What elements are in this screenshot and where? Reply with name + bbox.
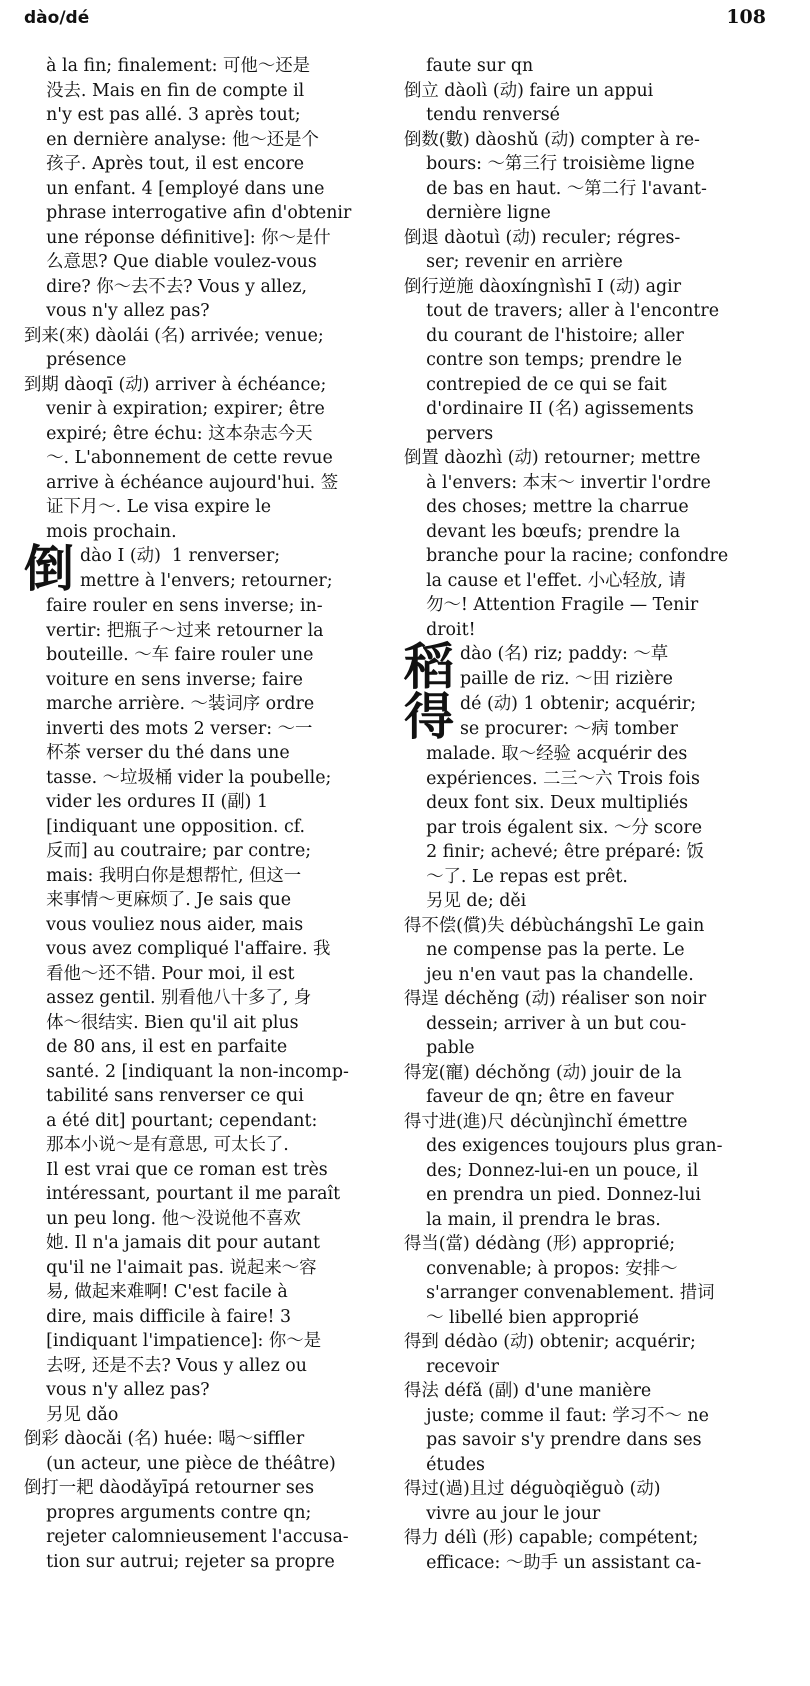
entry-line: 得法 défǎ (副) d'une manière (404, 1381, 652, 1401)
entry-line: des; Donnez-lui-en un pouce, il (404, 1160, 699, 1181)
entry-line: pable (404, 1038, 475, 1058)
entry-line: à la fin; finalement: 可他～还是 (24, 56, 310, 76)
entry-line: deux font six. Deux multipliés (404, 793, 689, 813)
entry-line: vous n'y allez pas? (24, 1380, 210, 1400)
entry-line: 易, 做起来难啊! C'est facile à (24, 1282, 288, 1302)
entry-line: venir à expiration; expirer; être (24, 399, 325, 419)
entry-line: paille de riz. ～田 rizière (460, 668, 673, 689)
entry-line: 倒退 dàotuì (动) reculer; régres- (404, 227, 681, 248)
headword-dao2-entry (404, 637, 744, 696)
entry-line: propres arguments contre qn; (24, 1502, 312, 1523)
entry-line: vous n'y allez pas? (24, 301, 210, 321)
entry-line: s'arranger convenablement. 措词 (404, 1283, 715, 1303)
headword-dao-entry (24, 539, 400, 598)
entry-line: intéressant, pourtant il me paraît (24, 1184, 341, 1204)
entry-line: qu'il ne l'aimait pas. 说起来～容 (24, 1257, 317, 1278)
entry-line: un enfant. 4 [employé dans une (24, 178, 325, 199)
entry-line: se procurer: ～病 tomber (460, 718, 678, 739)
entry-line: expériences. 二三～六 Trois fois (404, 768, 700, 789)
entry-line: la main, il prendra le bras. (404, 1209, 661, 1230)
entry-line: mais: 我明白你是想帮忙, 但这一 (24, 865, 302, 886)
entry-line: 2 finir; achevé; être préparé: 饭 (404, 842, 704, 862)
entry-line: ne compense pas la perte. Le (404, 940, 685, 960)
entry-line: faveur de qn; être en faveur (404, 1087, 674, 1107)
entry-line: faute sur qn (404, 56, 534, 76)
left-column (24, 54, 400, 1574)
entry-line: 去呀, 还是不去? Vous y allez ou (24, 1355, 307, 1376)
entry-line: vous avez compliqué l'affaire. 我 (24, 939, 331, 959)
entry-line: présence (24, 350, 127, 370)
entry-line: 倒行逆施 dàoxíngnìshī I (动) agir (404, 276, 682, 297)
entry-line: de bas en haut. ～第二行 l'avant- (404, 178, 707, 199)
entry-line: devant les bœufs; prendre la (404, 521, 681, 542)
running-head: dào/dé (24, 8, 90, 28)
entry-line: des choses; mettre la charrue (404, 497, 689, 517)
entry-line: la cause et l'effet. 小心轻放, 请 (404, 570, 686, 591)
entry-line: mois prochain. (24, 521, 177, 542)
entry-line: 么意思? Que diable voulez-vous (24, 252, 317, 272)
entry-line: dé (动) 1 obtenir; acquérir; (460, 694, 697, 714)
entry-line: 没去. Mais en fin de compte il (24, 80, 305, 101)
entry-line: 倒立 dàolì (动) faire un appui (404, 80, 654, 101)
entry-line: 倒打一耙 dàodǎyīpá retourner ses (24, 1478, 315, 1498)
entry-line: dire? 你～去不去? Vous y allez, (24, 276, 307, 297)
entry-line: dire, mais difficile à faire! 3 (24, 1306, 292, 1327)
entry-line: pervers (404, 423, 494, 444)
entry-line: droit! (404, 619, 476, 640)
entry-line: [indiquant l'impatience]: 你～是 (24, 1331, 322, 1351)
entry-line: 来事情～更麻烦了. Je sais que (24, 890, 292, 910)
entry-line: expiré; être échu: 这本杂志今天 (24, 423, 313, 444)
entry-line: Il est vrai que ce roman est très (24, 1159, 328, 1180)
entry-line: 她. Il n'a jamais dit pour autant (24, 1233, 320, 1253)
entry-line: dernière ligne (404, 203, 551, 223)
entry-line: tion sur autrui; rejeter sa propre (24, 1551, 335, 1572)
entry-line: dào (名) riz; paddy: ～草 (460, 644, 669, 664)
entry-line: 得力 délì (形) capable; compétent; (404, 1528, 699, 1548)
entry-line: rejeter calomnieusement l'accusa- (24, 1527, 349, 1547)
entry-line: recevoir (404, 1356, 499, 1377)
entry-line: contrepied de ce qui se fait (404, 374, 667, 395)
entry-line: 得到 dédào (动) obtenir; acquérir; (404, 1332, 696, 1352)
entry-line: par trois égalent six. ～分 score (404, 817, 703, 838)
entry-line: 到期 dàoqī (动) arriver à échéance; (24, 374, 327, 395)
entry-line: tasse. ～垃圾桶 vider la poubelle; (24, 767, 332, 788)
entry-line: de 80 ans, il est en parfaite (24, 1037, 288, 1057)
entry-line: vider les ordures II (副) 1 (24, 792, 269, 812)
entry-line: bouteille. ～车 faire rouler une (24, 645, 314, 665)
entry-line: 另见 dǎo (24, 1404, 119, 1425)
entry-line: ～. L'abonnement de cette revue (24, 448, 333, 468)
entry-line: vivre au jour le jour (404, 1503, 601, 1524)
entry-line: 到来(來) dàolái (名) arrivée; venue; (24, 325, 324, 346)
entry-line: phrase interrogative afin d'obtenir (24, 203, 352, 223)
entry-line: marche arrière. ～装词序 ordre (24, 694, 315, 714)
entry-line: 得逞 déchěng (动) réaliser son noir (404, 989, 707, 1009)
entry-line: 那本小说～是有意思, 可太长了. (24, 1135, 289, 1155)
entry-line: 倒彩 dàocǎi (名) huée: 喝～siffler (24, 1429, 305, 1449)
entry-line: 另见 de; děi (404, 891, 527, 911)
entry-line: (un acteur, une pièce de théâtre) (24, 1453, 336, 1474)
entry-line: 得不偿(償)失 débùchángshī Le gain (404, 915, 705, 936)
entry-line: tendu renversé (404, 105, 560, 125)
entry-line: 勿～! Attention Fragile — Tenir (404, 595, 699, 615)
headword-de-entry (404, 687, 744, 746)
entry-line: 杯茶 verser du thé dans une (24, 743, 290, 763)
entry-line: une réponse définitive]: 你～是什 (24, 227, 331, 248)
entry-line: inverti des mots 2 verser: ～一 (24, 718, 313, 739)
headword-dao2: 稻 (404, 637, 454, 696)
entry-line: dào I (动) 1 renverser; (80, 546, 281, 566)
entry-line: tout de travers; aller à l'encontre (404, 301, 720, 321)
entry-line: 得过(過)且过 déguòqiěguò (动) (404, 1479, 661, 1499)
entry-line: 得当(當) dédàng (形) approprié; (404, 1234, 676, 1254)
entry-line: 得寸进(進)尺 décùnjìnchǐ émettre (404, 1111, 688, 1132)
entry-line: pas savoir s'y prendre dans ses (404, 1430, 702, 1450)
entry-line: ser; revenir en arrière (404, 252, 623, 272)
entry-line: convenable; à propos: 安排～ (404, 1258, 678, 1279)
entry-line: en prendra un pied. Donnez-lui (404, 1185, 701, 1205)
entry-line: dessein; arriver à un but cou- (404, 1013, 687, 1034)
entry-line: ～了. Le repas est prêt. (404, 866, 628, 887)
entry-line: 得宠(寵) déchǒng (动) jouir de la (404, 1062, 682, 1083)
entry-line: vertir: 把瓶子～过来 retourner la (24, 620, 324, 641)
entry-line: 倒数(數) dàoshǔ (动) compter à re- (404, 129, 700, 150)
entry-line: vous vouliez nous aider, mais (24, 914, 304, 935)
entry-line: mettre à l'envers; retourner; (80, 570, 333, 591)
headword-dao: 倒 (24, 539, 74, 598)
entry-line: malade. 取～经验 acquérir des (404, 744, 688, 764)
entry-line: jeu n'en vaut pas la chandelle. (404, 964, 694, 985)
entry-line: bours: ～第三行 troisième ligne (404, 154, 695, 174)
entry-line: à l'envers: 本末～ invertir l'ordre (404, 472, 711, 493)
entry-line: faire rouler en sens inverse; in- (24, 596, 323, 616)
entry-line: juste; comme il faut: 学习不～ ne (404, 1405, 709, 1426)
entry-line: ～ libellé bien approprié (404, 1307, 639, 1328)
entry-line: en dernière analyse: 他～还是个 (24, 129, 319, 150)
entry-line: un peu long. 他～没说他不喜欢 (24, 1208, 301, 1229)
entry-line: 反而] au coutraire; par contre; (24, 841, 312, 861)
entry-line: arrive à échéance aujourd'hui. 签 (24, 472, 339, 493)
entry-line: branche pour la racine; confondre (404, 546, 729, 566)
entry-line: a été dit] pourtant; cependant: (24, 1110, 318, 1131)
entry-line: efficace: ～助手 un assistant ca- (404, 1552, 702, 1573)
entry-line: assez gentil. 别看他八十多了, 身 (24, 988, 312, 1008)
entry-line: tabilité sans renverser ce qui (24, 1086, 304, 1106)
entry-line: des exigences toujours plus gran- (404, 1136, 723, 1156)
entry-line: 体～很结实. Bien qu'il ait plus (24, 1012, 299, 1033)
entry-line: d'ordinaire II (名) agissements (404, 399, 694, 419)
entry-line: 证下月～. Le visa expire le (24, 497, 272, 517)
entry-line: [indiquant une opposition. cf. (24, 816, 306, 837)
page-number: 108 (726, 6, 766, 28)
right-column (404, 54, 744, 1575)
entry-line: n'y est pas allé. 3 après tout; (24, 105, 301, 125)
entry-line: contre son temps; prendre le (404, 350, 683, 370)
entry-line: du courant de l'histoire; aller (404, 325, 684, 346)
entry-line: voiture en sens inverse; faire (24, 669, 303, 690)
entry-line: 孩子. Après tout, il est encore (24, 154, 305, 174)
entry-line: études (404, 1454, 485, 1475)
entry-line: 倒置 dàozhì (动) retourner; mettre (404, 448, 701, 468)
headword-de: 得 (404, 687, 454, 746)
entry-line: 看他～还不错. Pour moi, il est (24, 963, 295, 984)
entry-line: santé. 2 [indiquant la non-incomp- (24, 1061, 349, 1082)
